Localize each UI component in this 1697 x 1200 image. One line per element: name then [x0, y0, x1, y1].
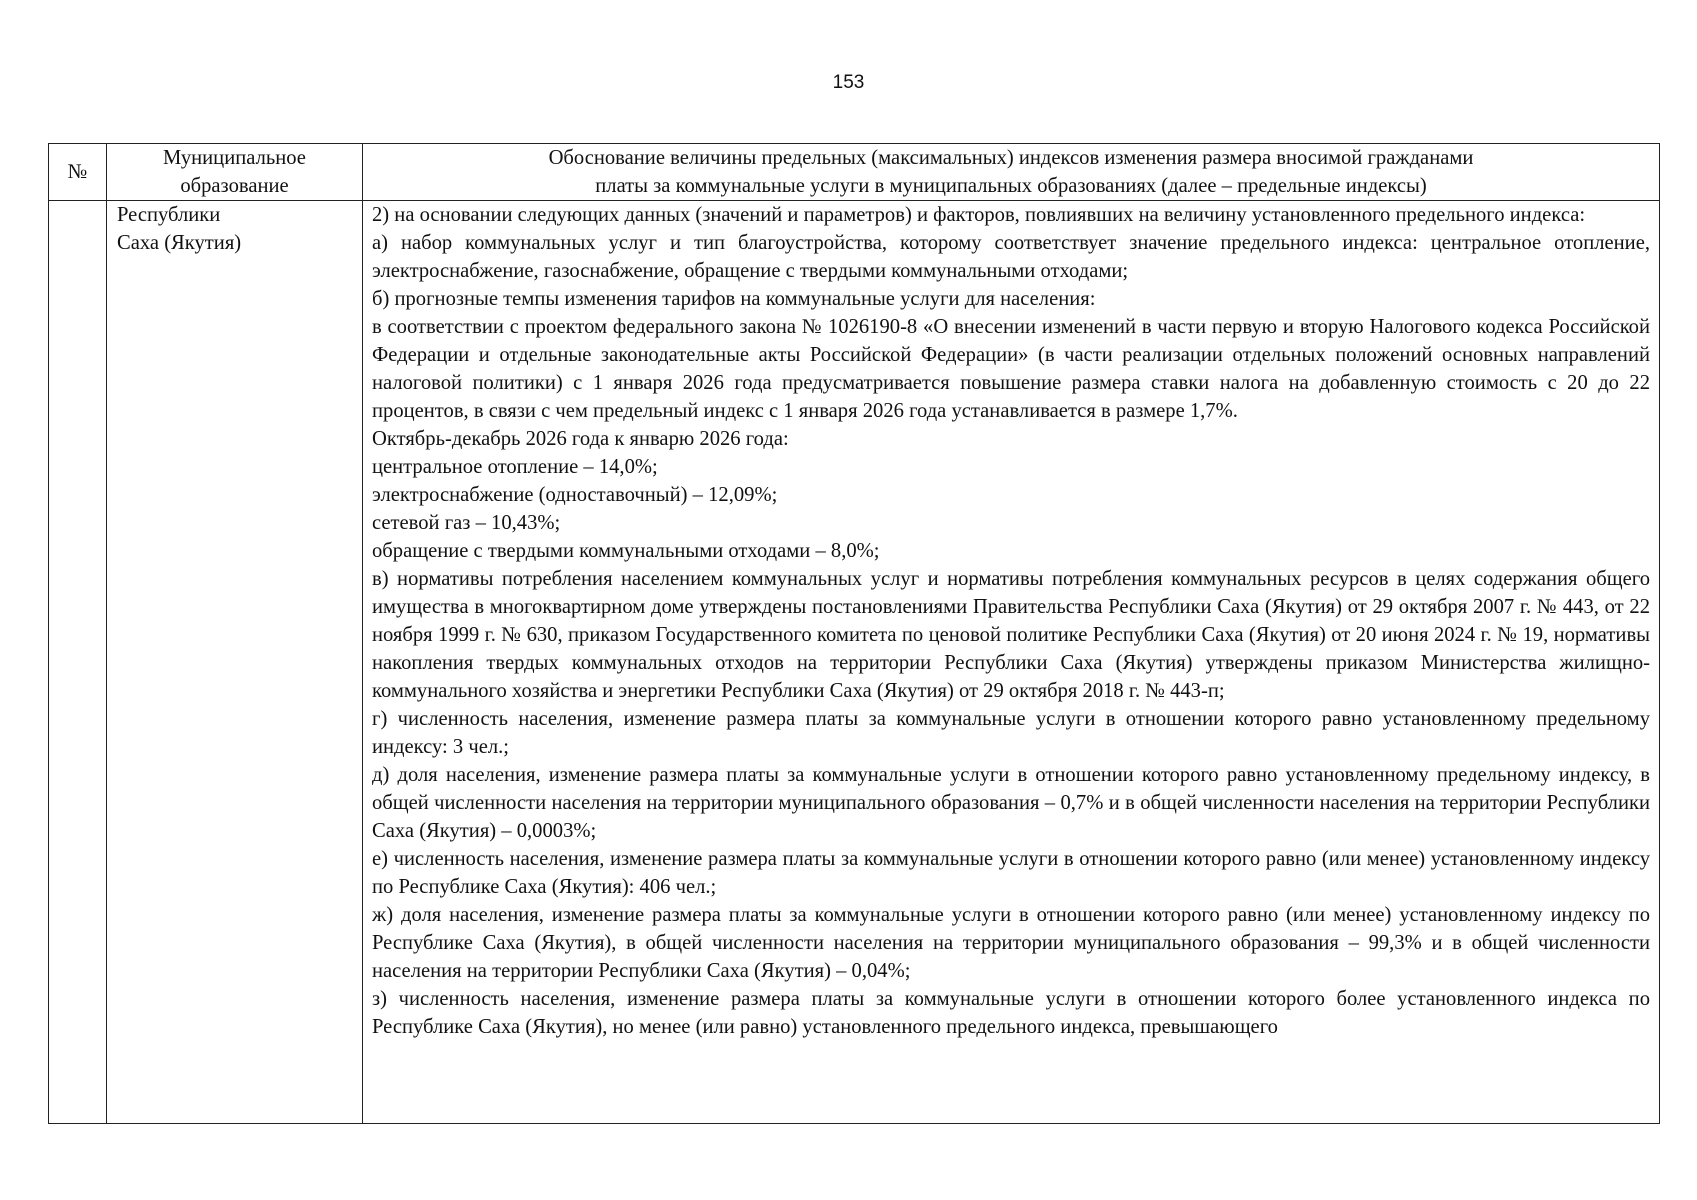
header-municipality-line1: Муниципальное [163, 147, 306, 169]
paragraph-waste: обращение с твердыми коммунальными отходами – 8,0%; [372, 540, 880, 562]
paragraph-vat-law: в соответствии с проектом федерального закона № 1026190-8 «О внесении изменений в части первую и вторую Налогового кодекса Российской Федерации и отдельные законодательные акты Российской Федерации» (в части реализации отдельных положений основных направлений налоговой политики) с 1 января 2026 года предусматривается повышение размера ставки налога на добавленную стоимость с 20 до 22 процентов, в связи с чем предельный индекс с 1 января 2026 года устанавливается в размере 1,7%. [372, 316, 1650, 422]
header-justification-line2: платы за коммунальные услуги в муниципальных образованиях (далее – предельные индексы) [595, 175, 1427, 197]
header-justification [363, 144, 1660, 201]
table-row [49, 201, 1660, 1124]
indices-table [48, 143, 1660, 1124]
paragraph-d: д) доля населения, изменение размера платы за коммунальные услуги в отношении которого равно установленному предельному индексу, в общей численности населения на территории муниципального образования – 0,7% и в общей численности населения на территории Республики Саха (Якутия) – 0,0003%; [372, 764, 1650, 842]
header-num [49, 144, 107, 201]
justification-text [372, 201, 1650, 1123]
paragraph-zh: ж) доля населения, изменение размера платы за коммунальные услуги в отношении которого равно (или менее) установленному индексу по Республике Саха (Якутия), в общей численности населения на территории муниципального образования – 99,3% и в общей численности населения на территории Республики Саха (Якутия) – 0,04%; [372, 904, 1650, 982]
paragraph-z: з) численность населения, изменение размера платы за коммунальные услуги в отношении которого более установленного индекса по Республике Саха (Якутия), но менее (или равно) установленного предельного индекса, превышающего [372, 988, 1650, 1038]
paragraph-intro: 2) на основании следующих данных (значений и параметров) и факторов, повлиявших на величину установленного предельного индекса: [372, 204, 1586, 226]
table-header-row [49, 144, 1660, 201]
row-num-cell [49, 201, 107, 1124]
paragraph-period: Октябрь-декабрь 2026 года к январю 2026 года: [372, 428, 789, 450]
paragraph-v: в) нормативы потребления населением коммунальных услуг и нормативы потребления коммунальных ресурсов в целях содержания общего имущества в многоквартирном доме утверждены постановлениями Правительства Республики Саха (Якутия) от 29 октября 2007 г. № 443, от 22 ноября 1999 г. № 630, приказом Государственного комитета по ценовой политике Республики Саха (Якутия) от 20 июня 2024 г. № 19, нормативы накопления твердых коммунальных отходов на территории Республики Саха (Якутия) утверждены приказом Министерства жилищно-коммунального хозяйства и энергетики Республики Саха (Якутия) от 29 октября 2018 г. № 443-п; [372, 568, 1650, 702]
paragraph-electricity: электроснабжение (одноставочный) – 12,09%; [372, 484, 778, 506]
paragraph-a: а) набор коммунальных услуг и тип благоустройства, которому соответствует значение предельного индекса: центральное отопление, электроснабжение, газоснабжение, обращение с твердыми коммунальными отходами; [372, 232, 1650, 282]
paragraph-e: е) численность населения, изменение размера платы за коммунальные услуги в отношении которого равно (или менее) установленному индексу по Республике Саха (Якутия): 406 чел.; [372, 848, 1650, 898]
row-municipality-line1: Республики [117, 204, 221, 226]
row-justification-cell [363, 201, 1660, 1124]
row-municipality-line2: Саха (Якутия) [117, 232, 242, 254]
header-num-label: № [67, 161, 88, 183]
paragraph-b: б) прогнозные темпы изменения тарифов на коммунальные услуги для населения: [372, 288, 1096, 310]
paragraph-heating: центральное отопление – 14,0%; [372, 456, 658, 478]
header-municipality-line2: образование [180, 175, 289, 197]
paragraph-g: г) численность населения, изменение размера платы за коммунальные услуги в отношении которого равно установленному предельному индексу: 3 чел.; [372, 708, 1650, 758]
header-justification-line1: Обоснование величины предельных (максимальных) индексов изменения размера вносимой гражданами [548, 147, 1474, 169]
row-municipality-cell [107, 201, 363, 1124]
header-municipality [107, 144, 363, 201]
page-number: 153 [832, 72, 865, 93]
paragraph-gas: сетевой газ – 10,43%; [372, 512, 561, 534]
